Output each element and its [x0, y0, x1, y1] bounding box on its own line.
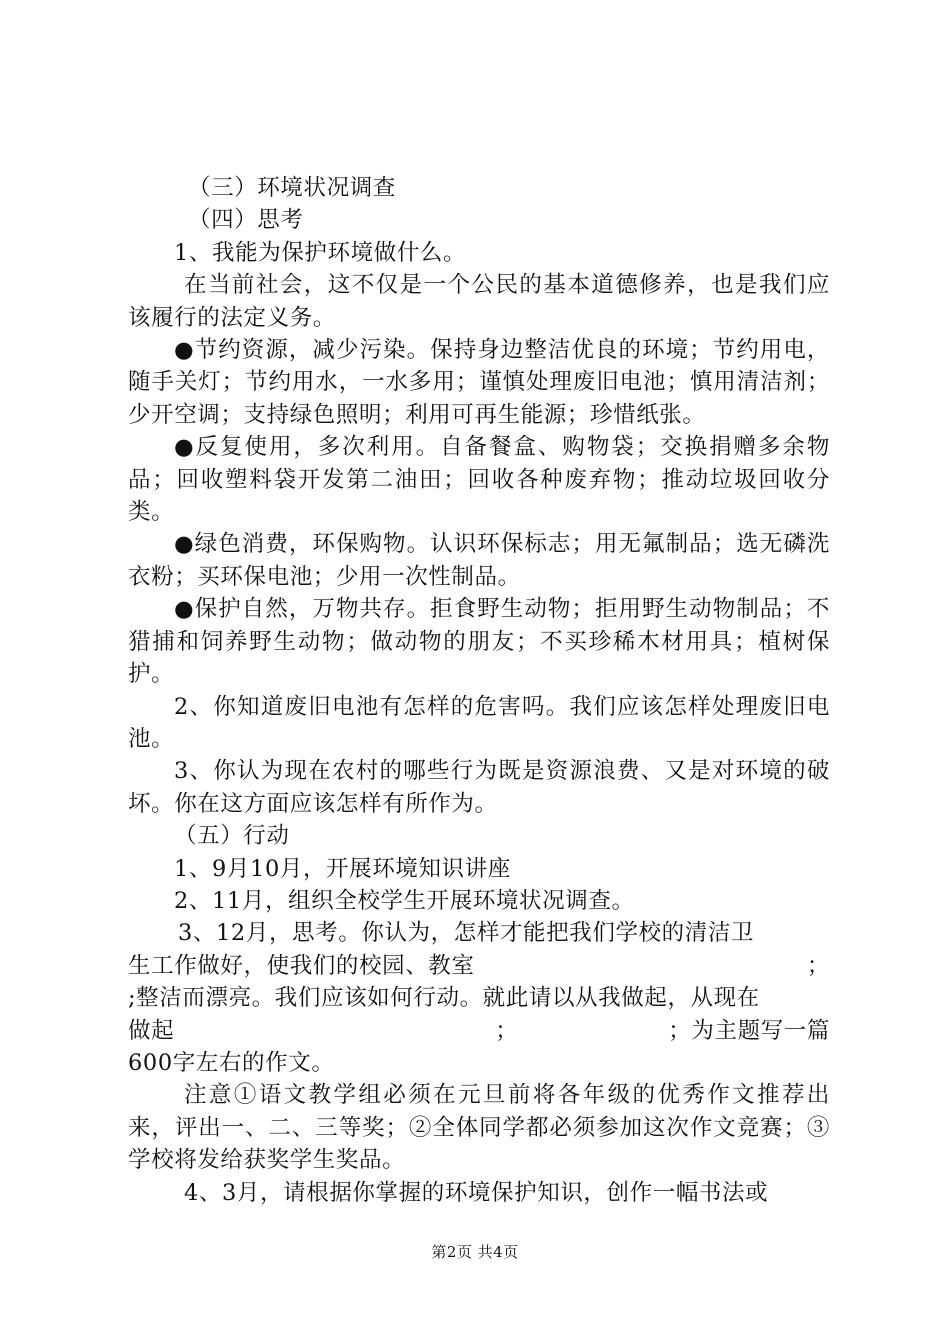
- question-2: 2、你知道废旧电池有怎样的危害吗。我们应该怎样处理废旧电池。: [128, 693, 830, 752]
- action-item-3-line-1: 3、12月，思考。你认为，怎样才能把我们学校的清洁卫: [178, 920, 755, 947]
- bullet-green-consumption: ●绿色消费，环保购物。认识环保标志；用无氟制品；选无磷洗衣粉；买环保电池；少用一次性制品。: [128, 531, 830, 590]
- section-heading-survey: （三）环境状况调查: [188, 175, 396, 201]
- action-item-3-line-4-end: ；为主题写一篇: [668, 1017, 830, 1044]
- question-1: 1、我能为保护环境做什么。: [174, 239, 467, 266]
- bullet-save-resources: ●节约资源，减少污染。保持身边整洁优良的环境；节约用电，随手关灯；节约用水，一水多用；谨慎处理废旧电池；慎用清洁剂；少开空调；支持绿色照明；利用可再生能源；珍惜纸张。: [128, 337, 830, 428]
- action-item-3-line-2-text: 生工作做好，使我们的校园、教室: [128, 952, 475, 979]
- action-item-3-line-4: [128, 1015, 830, 1047]
- section-heading-action: （五）行动: [174, 823, 290, 850]
- paragraph-notice: 注意①语文教学组必须在元旦前将各年级的优秀作文推荐出来，评出一、二、三等奖；②全体同学都必须参加这次作文竞赛；③学校将发给获奖学生奖品。: [128, 1082, 830, 1174]
- action-item-1: 1、9月10月，开展环境知识讲座: [174, 855, 511, 882]
- page-footer: 第2页 共4页: [431, 1243, 519, 1261]
- action-item-3-line-5: 600字左右的作文。: [128, 1049, 335, 1076]
- action-item-4: 4、3月，请根据你掌握的环境保护知识，创作一幅书法或: [184, 1179, 769, 1206]
- action-item-2: 2、11月，组织全校学生开展环境状况调查。: [174, 887, 635, 914]
- bullet-protect-nature: ●保护自然，万物共存。拒食野生动物；拒用野生动物制品；不猎捕和饲养野生动物；做动物的朋友；不买珍稀木材用具；植树保护。: [128, 596, 830, 688]
- action-item-3-line-4-semicolon: ；: [495, 1017, 519, 1044]
- question-3: 3、你认为现在农村的哪些行为既是资源浪费、又是对环境的破坏。你在这方面应该怎样有所作为。: [128, 758, 830, 817]
- action-item-3-line-2-semicolon: ；: [806, 952, 830, 979]
- action-item-3-line-2: [128, 950, 830, 982]
- document-body: [128, 172, 830, 1209]
- action-item-3: [128, 917, 830, 1079]
- action-item-3-line-3: ;整洁而漂亮。我们应该如何行动。就此请以从我做起，从现在: [128, 985, 760, 1012]
- action-item-3-line-4-text: 做起: [128, 1017, 175, 1044]
- bullet-reuse: ●反复使用，多次利用。自备餐盒、购物袋；交换捐赠多余物品；回收塑料袋开发第二油田；回收各种废弃物；推动垃圾回收分类。: [128, 434, 830, 526]
- paragraph-duty: 在当前社会，这不仅是一个公民的基本道德修养，也是我们应该履行的法定义务。: [128, 272, 830, 331]
- section-heading-thinking: （四）思考: [188, 207, 304, 234]
